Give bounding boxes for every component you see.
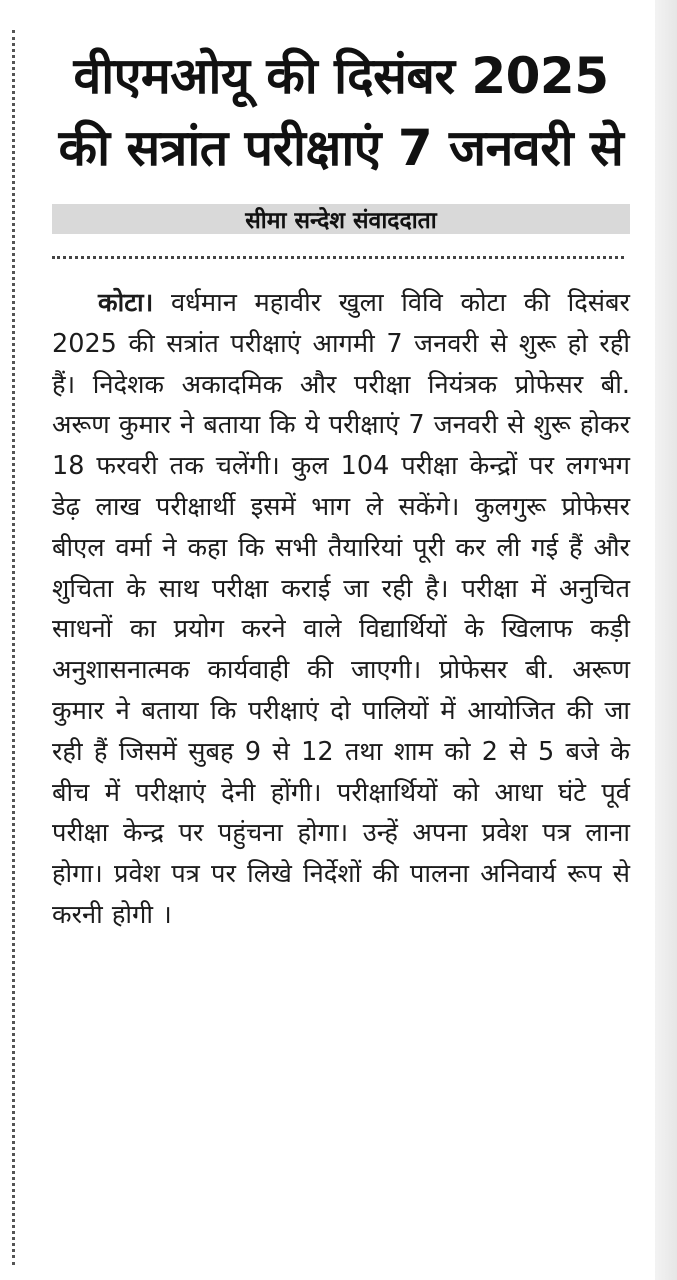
dotted-divider <box>52 256 624 259</box>
byline: सीमा सन्देश संवाददाता <box>245 208 437 234</box>
headline: वीएमओयू की दिसंबर 2025 की सत्रांत परीक्षाएं 7 जनवरी से <box>58 47 624 177</box>
page-right-edge <box>655 0 677 1280</box>
article-body <box>52 283 630 936</box>
dateline: कोटा। <box>98 288 154 318</box>
article-body-text: वर्धमान महावीर खुला विवि कोटा की दिसंबर 2025 की सत्रांत परीक्षाएं आगमी 7 जनवरी से शुरू हो रही हैं। निदेशक अकादमिक और परीक्षा नियंत्रक प्रोफेसर बी. अरूण कुमार ने बताया कि ये परीक्षाएं 7 जनवरी से शुरू होकर 18 फरवरी तक चलेंगी। कुल 104 परीक्षा केन्द्रों पर लगभग डेढ़ लाख परीक्षार्थी इसमें भाग ले सकेंगे। कुलगुरू प्रोफेसर बीएल वर्मा ने कहा कि सभी तैयारियां पूरी कर ली गई हैं और शुचिता के साथ परीक्षा कराई जा रही है। परीक्षा में अनुचित साधनों का प्रयोग करने वाले विद्यार्थियों के खिलाफ कड़ी अनुशासनात्मक कार्यवाही की जाएगी। प्रोफेसर बी. अरूण कुमार ने बताया कि परीक्षाएं दो पालियों में आयोजित की जा रही हैं जिसमें सुबह 9 से 12 तथा शाम को 2 से 5 बजे के बीच में परीक्षाएं देनी होंगी। परीक्षार्थियों को आधा घंटे पूर्व परीक्षा केन्द्र पर पहुंचना होगा। उन्हें अपना प्रवेश पत्र लाना होगा। प्रवेश पत्र पर लिखे निर्देशों की पालना अनिवार्य रूप से करनी होगी । <box>52 288 630 930</box>
news-article <box>52 40 630 936</box>
byline-bar <box>52 204 630 234</box>
left-dotted-border <box>12 30 15 1265</box>
